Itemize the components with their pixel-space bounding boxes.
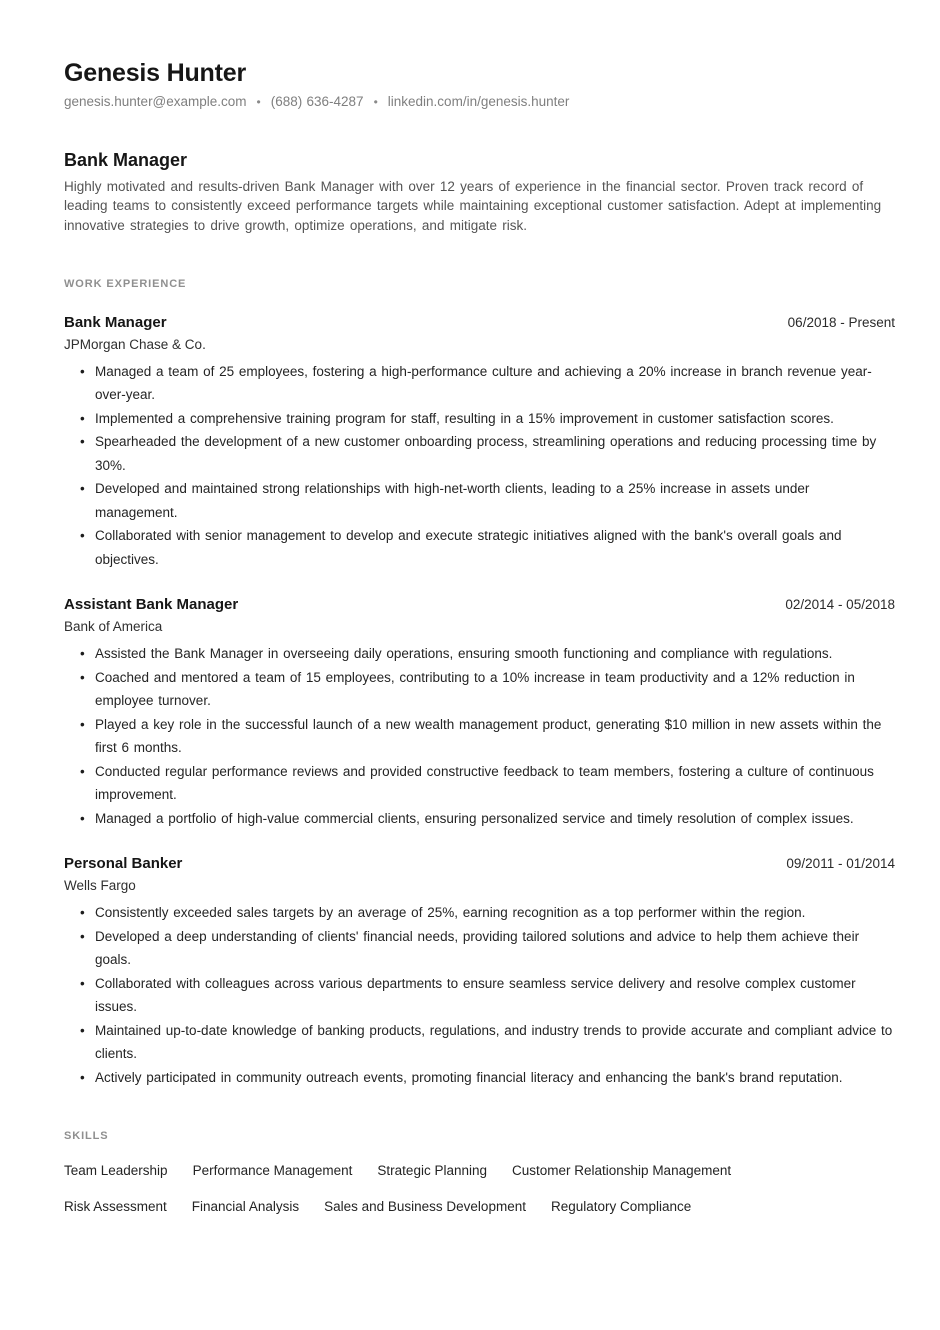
work-experience-section [64, 277, 895, 1090]
contact-separator-dot: • [373, 95, 378, 109]
job-list [64, 313, 895, 1090]
candidate-name: Genesis Hunter [64, 59, 246, 87]
contact-separator-dot: • [256, 95, 261, 109]
job-bullet: • Collaborated with colleagues across various departments to ensure seamless service delivery and resolve complex customer issues. [64, 972, 895, 1019]
job-bullet: • Coached and mentored a team of 15 employees, contributing to a 10% increase in team productivity and a 12% reduction in employee turnover. [64, 666, 895, 713]
resume-header [64, 58, 895, 111]
job-bullet: • Played a key role in the successful launch of a new wealth management product, generating $10 million in new assets within the first 6 months. [64, 713, 895, 760]
job-title: Bank Manager [64, 313, 167, 331]
job-bullet: • Assisted the Bank Manager in overseeing daily operations, ensuring smooth functioning and compliance with regulations. [64, 642, 895, 666]
skill-item: Sales and Business Development [324, 1199, 526, 1215]
skill-item: Customer Relationship Management [512, 1163, 732, 1179]
job-entry [64, 854, 895, 1089]
skill-item: Strategic Planning [377, 1163, 487, 1179]
contact-line [64, 93, 895, 111]
job-entry [64, 595, 895, 830]
job-header-row [64, 854, 895, 873]
skill-item: Risk Assessment [64, 1199, 167, 1215]
skill-item: Financial Analysis [191, 1199, 300, 1215]
job-title: Assistant Bank Manager [64, 596, 239, 614]
job-bullet-list [64, 360, 895, 572]
job-company: Bank of America [64, 619, 163, 635]
job-header-row [64, 313, 895, 332]
skill-item: Regulatory Compliance [550, 1199, 692, 1215]
contact-phone: (688) 636-4287 [270, 94, 364, 109]
job-company: JPMorgan Chase & Co. [64, 336, 206, 352]
job-bullet: • Developed and maintained strong relationships with high-net-worth clients, leading to a 25% increase in assets under management. [64, 477, 895, 524]
job-bullet: • Consistently exceeded sales targets by an average of 25%, earning recognition as a top performer within the region. [64, 901, 895, 925]
job-dates: 06/2018 - Present [787, 314, 895, 330]
job-bullet: • Collaborated with senior management to develop and execute strategic initiatives aligned with the bank's overall goals and objectives. [64, 524, 895, 571]
skills-label: SKILLS [64, 1130, 109, 1143]
job-title: Personal Banker [64, 855, 183, 873]
job-bullet-list [64, 642, 895, 830]
contact-linkedin: linkedin.com/in/genesis.hunter [387, 94, 570, 109]
job-bullet: • Managed a team of 25 employees, fostering a high-performance culture and achieving a 20% increase in branch revenue year-over-year. [64, 360, 895, 407]
job-company: Wells Fargo [64, 878, 136, 894]
job-header-row [64, 595, 895, 614]
skill-item: Performance Management [192, 1163, 353, 1179]
job-dates: 09/2011 - 01/2014 [786, 856, 895, 872]
skill-item: Team Leadership [64, 1163, 168, 1179]
job-bullet: • Developed a deep understanding of clients' financial needs, providing tailored solutions and advice to help them achieve their goals. [64, 925, 895, 972]
job-dates: 02/2014 - 05/2018 [785, 597, 895, 613]
profile-section [64, 149, 895, 235]
skills-section [64, 1129, 895, 1216]
work-experience-label: WORK EXPERIENCE [64, 277, 187, 290]
profile-title: Bank Manager [64, 150, 188, 170]
job-bullet: • Maintained up-to-date knowledge of banking products, regulations, and industry trends to provide accurate and compliant advice to clients. [64, 1019, 895, 1066]
profile-summary: Highly motivated and results-driven Bank Manager with over 12 years of experience in the financial sector. Proven track record of leading teams to consistently exceed performance targets while maintaining exceptional customer satisfaction. Adept at implementing innovative strategies to drive growth, optimize operations, and mitigate risk. [64, 179, 882, 233]
job-bullet: • Spearheaded the development of a new customer onboarding process, streamlining operations and reducing processing time by 30%. [64, 430, 895, 477]
skills-list [64, 1161, 854, 1216]
job-bullet: • Implemented a comprehensive training program for staff, resulting in a 15% improvement in customer satisfaction scores. [64, 407, 895, 431]
job-entry [64, 313, 895, 572]
job-bullet: • Conducted regular performance reviews and provided constructive feedback to team members, fostering a culture of continuous improvement. [64, 760, 895, 807]
job-bullet: • Actively participated in community outreach events, promoting financial literacy and enhancing the bank's brand reputation. [64, 1066, 895, 1090]
contact-email: genesis.hunter@example.com [64, 94, 247, 109]
job-bullet: • Managed a portfolio of high-value commercial clients, ensuring personalized service and timely resolution of complex issues. [64, 807, 895, 831]
job-bullet-list [64, 901, 895, 1089]
